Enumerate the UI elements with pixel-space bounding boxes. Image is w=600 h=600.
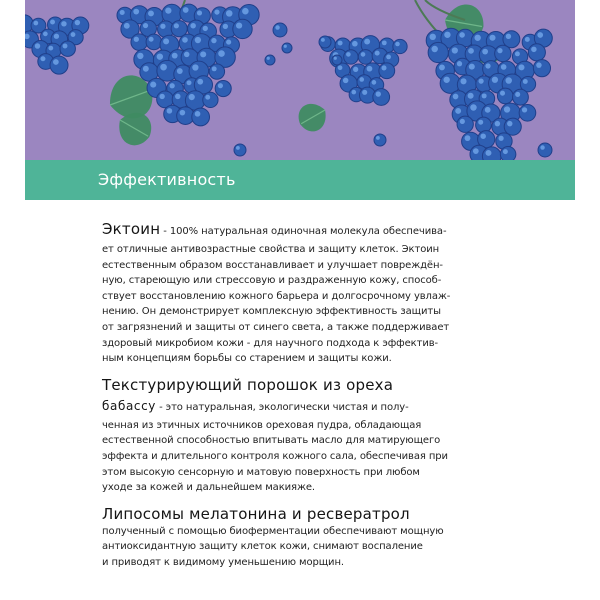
grape-berry — [476, 117, 492, 133]
grape-berry — [428, 42, 448, 62]
grape-berry — [504, 118, 521, 135]
ingredient-text-line: от загрязнений и защиты от синего света, а также поддерживает — [102, 321, 450, 333]
ingredient-text-line: и приводят к видимому уменьшению морщин. — [102, 556, 344, 568]
grape-berry — [500, 147, 516, 160]
grape-berry — [209, 64, 224, 79]
ingredient-text-line: здоровый микробиом кожи - для научного подхода к эффектив- — [102, 337, 439, 349]
ingredient-text-line: полученный с помощью биоферментации обеспечивают мощную — [102, 525, 444, 537]
grape-berry — [393, 39, 407, 53]
ingredient-babassu — [102, 375, 472, 496]
ingredient-name: Липосомы мелатонина и ресвератрол — [102, 504, 410, 523]
grape-berry — [503, 31, 520, 48]
grape-berry — [457, 116, 473, 132]
grape-berry — [131, 34, 148, 51]
ingredient-text-line: естественным образом восстанавливает и улучшает повреждён- — [102, 259, 443, 271]
ingredient-lead: - это натуральная, экологически чистая и полу- — [156, 401, 409, 413]
grape-berry — [233, 19, 252, 38]
ingredient-text-line: этом высокую сенсорную и матовую поверхность при любом — [102, 466, 420, 478]
section-title: Эффективность — [98, 170, 236, 189]
ingredient-ectoine — [102, 219, 472, 367]
ingredient-text-line: уходе за кожей и дальнейшем макияже. — [102, 482, 316, 494]
ingredient-name-continued: бабассу — [102, 398, 157, 413]
grape-berry — [265, 55, 275, 65]
grape-berry — [332, 55, 342, 65]
ingredient-text-line: антиоксидантную защиту клеток кожи, снимают воспаление — [102, 541, 423, 553]
ingredient-text-line: ет отличные антивозрастные свойства и защиту клеток. Эктоин — [102, 244, 440, 255]
grapes-banner — [25, 0, 575, 160]
grape-berry — [203, 92, 218, 107]
grape-berry — [373, 89, 390, 106]
ingredient-first-line — [102, 395, 472, 418]
grape-berry — [533, 60, 550, 77]
section-header-bar — [25, 160, 575, 200]
ingredient-text-line: ченная из этичных источников ореховая пудра, обладающая — [102, 419, 422, 431]
grape-berry — [344, 50, 358, 64]
grape-berry — [282, 43, 292, 53]
ingredient-lead: - 100% натуральная одиночная молекула обеспечива- — [160, 226, 447, 237]
ingredient-text-line: ствует восстановлению кожного барьера и долгосрочному увлаж- — [102, 290, 451, 302]
grape-berry — [273, 23, 287, 37]
ingredient-first-line — [102, 219, 472, 242]
ingredient-name: Текстурирующий порошок из ореха — [102, 375, 394, 394]
grape-berry — [513, 89, 529, 105]
ingredient-text-line: эффекта и длительного контроля кожного сала, обеспечивая при — [102, 450, 448, 462]
ingredient-text-line: нению. Он демонстрирует комплексную эффективность защиты — [102, 306, 441, 318]
grape-berry — [497, 88, 513, 104]
grape-berry — [519, 104, 536, 121]
grape-berry — [146, 34, 162, 50]
ingredient-text-line: естественной способностью впитывать масло для матирующего — [102, 435, 441, 447]
ingredient-liposomes — [102, 504, 472, 571]
grape-berry — [495, 45, 511, 61]
grape-berry — [538, 143, 552, 157]
grape-berry — [192, 108, 210, 126]
ingredient-heading-line — [102, 375, 472, 395]
grape-berry — [379, 63, 395, 79]
ingredient-text-line: ную, стареющую или стрессовую и раздраженную кожу, способ- — [102, 275, 442, 287]
grape-berry — [60, 41, 75, 56]
grape-berry — [50, 56, 68, 74]
ingredient-text-line: ным концепциям борьбы со старением и защиты кожи. — [102, 353, 392, 365]
grape-berry — [358, 50, 373, 65]
ingredients-content — [102, 219, 472, 571]
grape-berry — [234, 144, 246, 156]
ingredient-name: Эктоин — [102, 220, 161, 238]
grape-berry — [319, 36, 331, 48]
grape-berry — [528, 44, 545, 61]
grapes-illustration — [25, 0, 575, 160]
grape-berry — [374, 134, 386, 146]
ingredient-heading-line — [102, 504, 472, 524]
grape-berry — [215, 81, 231, 97]
